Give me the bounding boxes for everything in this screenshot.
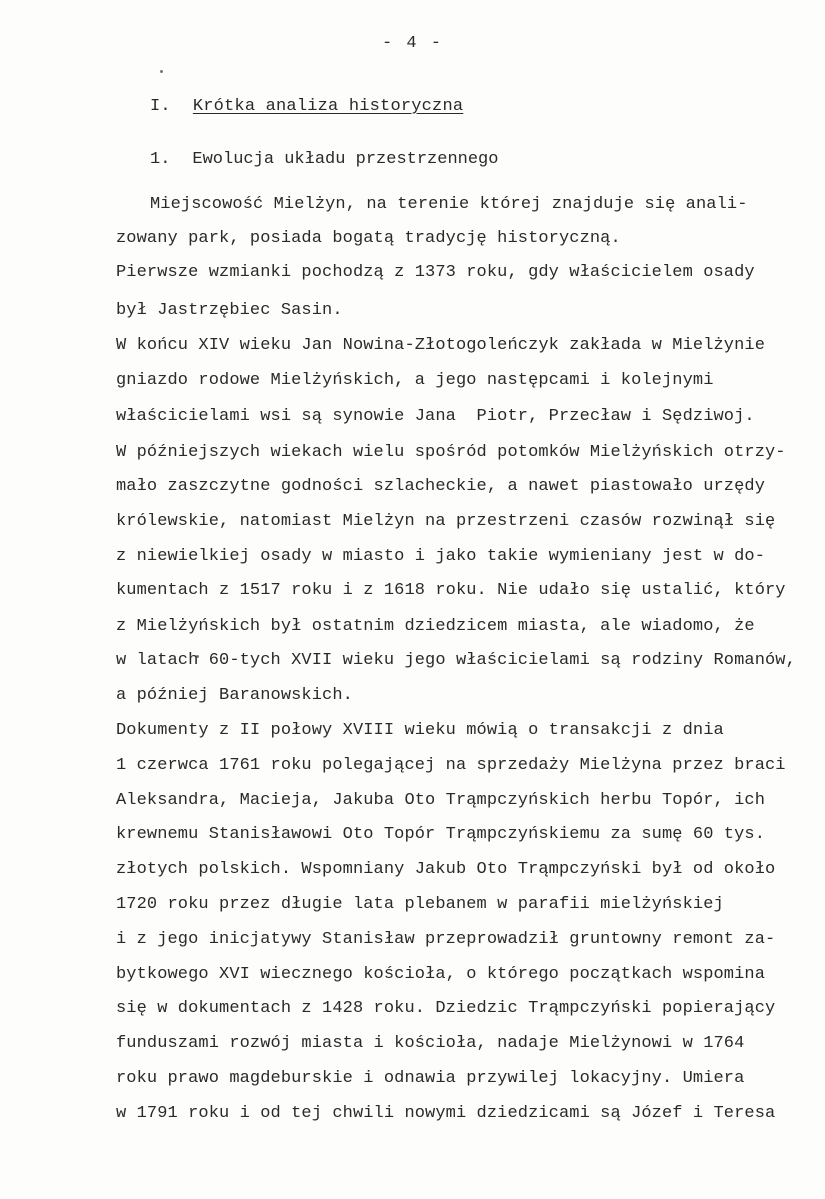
text-line: był Jastrzębiec Sasin. [116, 301, 343, 320]
text-line: się w dokumentach z 1428 roku. Dziedzic Trąmpczyński popierający [116, 999, 776, 1018]
text-line: gniazdo rodowe Mielżyńskich, a jego następcami i kolejnymi [116, 371, 714, 390]
text-line: krewnemu Stanisławowi Oto Topór Trąmpczyńskiemu za sumę 60 tys. [116, 825, 766, 844]
text-line: z Mielżyńskich był ostatnim dziedzicem miasta, ale wiadomo, że [116, 617, 755, 636]
text-line: w latach 60-tych XVII wieku jego właścicielami są rodziny Romanów, [116, 651, 796, 670]
text-line: W końcu XIV wieku Jan Nowina-Złotogoleńczyk zakłada w Mielżynie [116, 336, 766, 355]
section-number: I. [150, 97, 171, 116]
subsection-title: Ewolucja układu przestrzennego [192, 150, 499, 169]
text-line: Miejscowość Mielżyn, na terenie której znajduje się anali- [150, 195, 748, 214]
text-line: a później Baranowskich. [116, 686, 353, 705]
text-line: Aleksandra, Macieja, Jakuba Oto Trąmpczyńskich herbu Topór, ich [116, 791, 766, 810]
text-line: królewskie, natomiast Mielżyn na przestrzeni czasów rozwinął się [116, 512, 776, 531]
text-line: funduszami rozwój miasta i kościoła, nadaje Mielżynowi w 1764 [116, 1034, 745, 1053]
page-number: - 4 - [381, 34, 443, 53]
text-line: w 1791 roku i od tej chwili nowymi dziedzicami są Józef i Teresa [116, 1104, 776, 1123]
text-line: z niewielkiej osady w miasto i jako takie wymieniany jest w do- [116, 547, 766, 566]
text-line: złotych polskich. Wspomniany Jakub Oto Trąmpczyński był od około [116, 860, 776, 879]
section-title: Krótka analiza historyczna [192, 97, 464, 116]
section-heading [150, 97, 463, 116]
text-line: 1 czerwca 1761 roku polegającej na sprzedaży Mielżyna przez braci [116, 756, 786, 775]
text-line: i z jego inicjatywy Stanisław przeprowadził gruntowny remont za- [116, 930, 776, 949]
text-line: W późniejszych wiekach wielu spośród potomków Mielżyńskich otrzy- [116, 443, 786, 462]
paper-speck [160, 70, 163, 73]
text-line: roku prawo magdeburskie i odnawia przywilej lokacyjny. Umiera [116, 1069, 745, 1088]
text-line: właścicielami wsi są synowie Jana Piotr, Przecław i Sędziwoj. [116, 407, 755, 426]
text-line: Pierwsze wzmianki pochodzą z 1373 roku, gdy właścicielem osady [116, 263, 755, 282]
text-line: kumentach z 1517 roku i z 1618 roku. Nie udało się ustalić, który [116, 581, 786, 600]
subsection-number: 1. [150, 150, 171, 169]
text-line: zowany park, posiada bogatą tradycję historyczną. [116, 229, 621, 248]
subsection-heading [150, 150, 498, 169]
text-line: bytkowego XVI wiecznego kościoła, o którego początkach wspomina [116, 965, 766, 984]
text-line: mało zaszczytne godności szlacheckie, a nawet piastowało urzędy [116, 477, 766, 496]
text-line: Dokumenty z II połowy XVIII wieku mówią o transakcji z dnia [116, 721, 724, 740]
text-line: 1720 roku przez długie lata plebanem w parafii mielżyńskiej [116, 895, 724, 914]
